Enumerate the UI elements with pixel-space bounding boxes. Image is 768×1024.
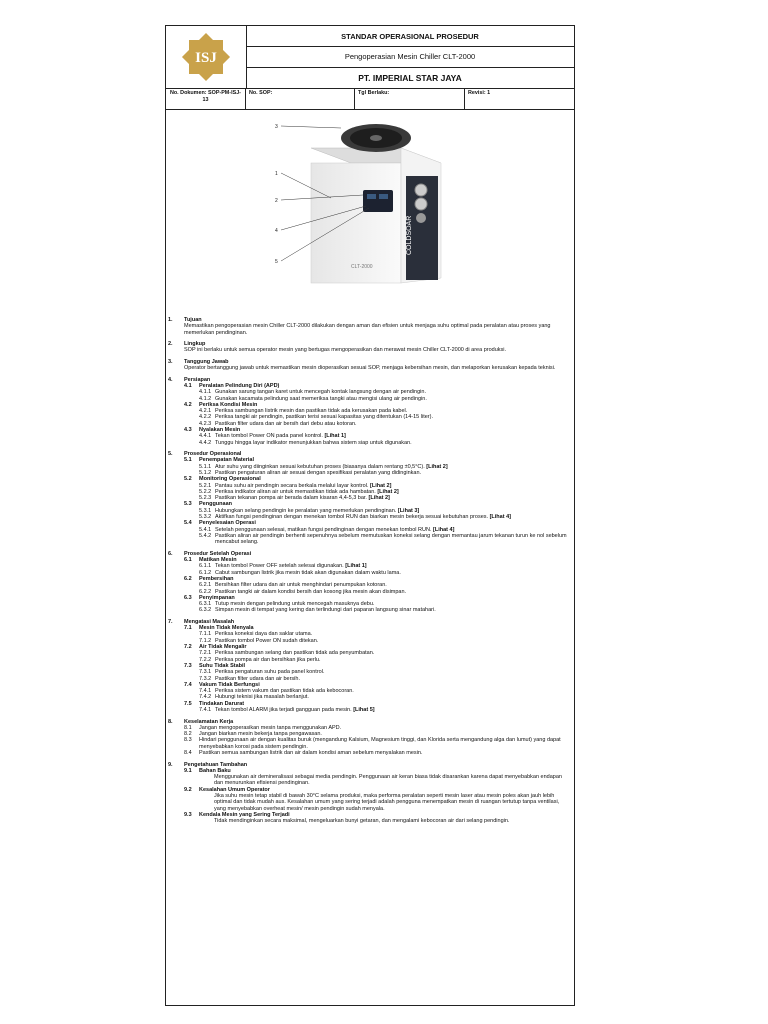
item-text-body: Cabut sambungan listrik jika mesin tidak akan digunakan dalam waktu lama. bbox=[215, 569, 401, 576]
subsection-title: Nyalakan Mesin bbox=[199, 427, 241, 434]
subsection-number: 4.3 bbox=[184, 427, 192, 434]
item-text bbox=[215, 421, 568, 427]
item-number: 4.2.1 bbox=[199, 408, 212, 415]
item-text-body: Tunggu hingga layar indikator menunjukkan bahwa sistem siap untuk digunakan. bbox=[215, 439, 412, 446]
subsection-number: 5.4 bbox=[184, 520, 192, 527]
section bbox=[168, 359, 568, 372]
item-text bbox=[215, 589, 568, 595]
item-number: 6.1.1 bbox=[199, 563, 212, 570]
item-number: 6.3.1 bbox=[199, 601, 212, 608]
subsection-title: Penggunaan bbox=[199, 501, 233, 508]
section bbox=[168, 451, 568, 545]
subsection-body: Menggunakan air demineralisasi sebagai media pendingin. Penggunaan air keran biasa tidak disarankan karena dapat menyebabkan endapan dan menurunkan efisiensi pendinginan. bbox=[214, 774, 562, 787]
company-name: PT. IMPERIAL STAR JAYA bbox=[246, 67, 574, 89]
section bbox=[168, 341, 568, 354]
subsection-number: 5.1 bbox=[184, 457, 192, 464]
subsection-title: Tindakan Darurat bbox=[199, 700, 245, 707]
point-text: Hindari penggunaan air dengan kualitas buruk (mengandung Kalsium, Magnesium tinggi, dan Klorida serta mengandung alga dan lumut) yang dapat menyebabkan korosi pada sistem pendingin. bbox=[199, 737, 561, 750]
item-reference: [Lihat 2] bbox=[377, 488, 399, 495]
section-number: 1. bbox=[168, 317, 173, 323]
item-number: 6.2.1 bbox=[199, 582, 212, 589]
revision: Revisi: 1 bbox=[465, 88, 574, 110]
subsection-number: 5.3 bbox=[184, 501, 192, 508]
model-text: CLT-2000 bbox=[351, 264, 373, 270]
safety-point bbox=[168, 737, 568, 750]
section-title: Prosedur Setelah Operasi bbox=[184, 550, 252, 557]
item-text-body: Pastikan filter udara dan air bersih dari debu atau kotoran. bbox=[215, 420, 357, 427]
section bbox=[168, 551, 568, 614]
sop-content bbox=[168, 317, 568, 830]
item-reference: [Lihat 2] bbox=[370, 482, 392, 489]
chiller-photo bbox=[271, 118, 451, 288]
sop-number: No. SOP: bbox=[246, 88, 355, 110]
doc-number: No. Dokumen: SOP-PM-ISJ-13 bbox=[166, 88, 246, 110]
list-item bbox=[168, 440, 568, 446]
section-title: Mengatasi Masalah bbox=[184, 618, 235, 625]
callout-4: 4 bbox=[275, 228, 278, 234]
section bbox=[168, 719, 568, 757]
point-text: Jangan mengoperasikan mesin tanpa menggunakan APD. bbox=[199, 724, 342, 731]
item-text-body: Hubungkan selang pendingin ke peralatan yang memerlukan pendinginan. bbox=[215, 507, 397, 514]
section-number: 6. bbox=[168, 550, 173, 557]
item-text-body: Pastikan aliran air pendingin berhenti sepenuhnya sebelum memutuskan koneksi selang dengan memantau jarum tekanan turun ke nol sebelum mencabut selang. bbox=[215, 532, 567, 546]
subsection-number: 4.1 bbox=[184, 382, 192, 389]
effective-date: Tgl Berlaku: bbox=[355, 88, 465, 110]
subsection-title: Bahan Baku bbox=[199, 767, 231, 774]
item-text bbox=[215, 440, 568, 446]
item-text-body: Pastikan tangki air dalam kondisi bersih dan kosong jika mesin akan disimpan. bbox=[215, 588, 407, 595]
subsection-number: 7.1 bbox=[184, 625, 192, 632]
item-text bbox=[215, 495, 568, 501]
item-text-body: Pastikan tombol Power ON sudah ditekan. bbox=[215, 637, 319, 644]
item-reference: [Lihat 4] bbox=[433, 526, 455, 533]
item-text bbox=[215, 676, 568, 682]
point-number: 8.1 bbox=[184, 724, 192, 731]
item-reference: [Lihat 3] bbox=[397, 507, 420, 514]
item-number: 7.3.2 bbox=[199, 675, 212, 682]
section-title: Keselamatan Kerja bbox=[184, 718, 234, 725]
logo-text: ISJ bbox=[195, 50, 217, 66]
item-number: 7.4.2 bbox=[199, 694, 212, 701]
point-text: Jangan biarkan mesin bekerja tanpa pengawasan. bbox=[199, 731, 322, 738]
item-text-body: Tutup mesin dengan pelindung untuk mencegah masuknya debu. bbox=[215, 601, 375, 608]
item-text bbox=[215, 638, 568, 644]
item-reference: [Lihat 2] bbox=[426, 463, 448, 470]
subsection-number: 4.2 bbox=[184, 401, 192, 408]
list-item bbox=[168, 707, 568, 713]
item-number: 4.1.2 bbox=[199, 395, 212, 402]
subsection-number: 6.1 bbox=[184, 557, 192, 564]
item-number: 5.3.2 bbox=[199, 514, 212, 521]
item-number: 4.1.1 bbox=[199, 389, 212, 396]
item-number: 4.2.3 bbox=[199, 420, 212, 427]
item-text-body: Periksa indikator aliran air untuk memastikan tidak ada hambatan. bbox=[215, 488, 376, 495]
subsection-title: Suhu Tidak Stabil bbox=[199, 662, 246, 669]
item-text-body: Pastikan filter udara dan air bersih. bbox=[215, 675, 300, 682]
section-title: Prosedur Operasional bbox=[184, 451, 242, 458]
section-title: Lingkup bbox=[184, 341, 206, 348]
item-reference: [Lihat 5] bbox=[353, 707, 375, 714]
company-logo bbox=[166, 26, 246, 88]
item-text-body: Pastikan pengaturan aliran air sesuai dengan spesifikasi peralatan yang didinginkan. bbox=[215, 469, 422, 476]
logo-cell bbox=[166, 26, 247, 89]
item-number: 4.4.2 bbox=[199, 439, 212, 446]
item-number: 5.2.1 bbox=[199, 482, 212, 489]
subsection-title: Peralatan Pelindung Diri (APD) bbox=[199, 382, 280, 389]
callout-5: 5 bbox=[275, 259, 278, 265]
document-header bbox=[166, 26, 574, 110]
item-number: 7.2.2 bbox=[199, 656, 212, 663]
item-number: 5.4.1 bbox=[199, 526, 212, 533]
item-text-body: Tekan tombol Power OFF setelah selesai digunakan. bbox=[215, 563, 344, 570]
callout-1: 1 bbox=[275, 171, 278, 177]
item-reference: [Lihat 1] bbox=[324, 433, 346, 440]
subsection-number: 7.3 bbox=[184, 662, 192, 669]
subsection-number: 7.2 bbox=[184, 644, 192, 651]
point-number: 8.3 bbox=[184, 737, 192, 744]
point-text: Pastikan semua sambungan listrik dan air dalam kondisi aman sebelum menyalakan mesin. bbox=[199, 750, 423, 757]
section bbox=[168, 317, 568, 336]
subsection-title: Monitoring Operasional bbox=[199, 476, 261, 483]
item-number: 7.1.1 bbox=[199, 631, 212, 638]
document-title: STANDAR OPERASIONAL PROSEDUR bbox=[246, 26, 574, 47]
section-title: Tanggung Jawab bbox=[184, 358, 229, 365]
item-text-body: Periksa koneksi daya dan saklar utama. bbox=[215, 631, 313, 638]
section bbox=[168, 762, 568, 825]
callout-3: 3 bbox=[275, 124, 278, 130]
callout-2: 2 bbox=[275, 198, 278, 204]
item-number: 5.3.1 bbox=[199, 507, 212, 514]
section bbox=[168, 377, 568, 446]
section bbox=[168, 619, 568, 713]
section-number: 5. bbox=[168, 451, 173, 458]
brand-text: COLDSOAR bbox=[406, 215, 413, 255]
item-text-body: Hubungi teknisi jika masalah berlanjut. bbox=[215, 694, 309, 701]
item-number: 6.2.2 bbox=[199, 588, 212, 595]
subsection-title: Pembersihan bbox=[199, 575, 234, 582]
subsection-number: 9.1 bbox=[184, 767, 192, 774]
section-number: 9. bbox=[168, 761, 173, 768]
point-number: 8.4 bbox=[184, 750, 192, 757]
item-text-body: Gunakan kacamata pelindung saat memeriksa tangki atau mengisi ulang air pendingin. bbox=[215, 395, 427, 402]
item-text bbox=[215, 694, 568, 700]
item-number: 7.1.2 bbox=[199, 637, 212, 644]
section-number: 3. bbox=[168, 358, 173, 365]
subsection-title: Kesalahan Umum Operator bbox=[199, 786, 270, 793]
subsection-number: 7.4 bbox=[184, 681, 192, 688]
subsection-title: Vakum Tidak Berfungsi bbox=[199, 681, 260, 688]
safety-point bbox=[168, 750, 568, 756]
section-number: 8. bbox=[168, 718, 173, 725]
item-number: 5.2.3 bbox=[199, 495, 212, 502]
sop-document bbox=[165, 25, 575, 1006]
section-title: Pengetahuan Tambahan bbox=[184, 761, 248, 768]
item-text bbox=[215, 396, 568, 402]
subsection-title: Air Tidak Mengalir bbox=[199, 644, 247, 651]
item-text-body: Periksa tangki air pendingin, pastikan terisi sesuai kapasitas yang ditentukan (14-15 liter). bbox=[215, 414, 433, 421]
item-text-body: Bersihkan filter udara dan air untuk menghindari penumpukan kotoran. bbox=[215, 582, 387, 589]
item-text-body: Simpan mesin di tempat yang kering dan terlindungi dari paparan langsung sinar matahari. bbox=[215, 607, 436, 614]
item-text-body: Periksa sistem vakum dan pastikan tidak ada kebocoran. bbox=[215, 688, 354, 695]
item-text-body: Pantau suhu air pendingin secara berkala melalui layar kontrol. bbox=[215, 482, 369, 489]
item-text-body: Tekan tombol Power ON pada panel kontrol. bbox=[215, 433, 323, 440]
item-number: 6.1.2 bbox=[199, 569, 212, 576]
item-text-body: Setelah penggunaan selesai, matikan fungsi pendinginan dengan menekan tombol RUN. bbox=[215, 526, 432, 533]
section-number: 4. bbox=[168, 376, 173, 383]
item-text-body: Aktifkan fungsi pendinginan dengan menekan tombol RUN dan biarkan mesin bekerja sesuai kebutuhan proses. bbox=[215, 514, 489, 521]
subsection-title: Penyimpanan bbox=[199, 594, 235, 601]
item-reference: [Lihat 1] bbox=[345, 563, 367, 570]
item-number: 4.2.2 bbox=[199, 414, 212, 421]
item-number: 7.4.1 bbox=[199, 707, 212, 714]
section-number: 2. bbox=[168, 341, 173, 348]
subsection-title: Mesin Tidak Menyala bbox=[199, 625, 254, 632]
subsection-title: Matikan Mesin bbox=[199, 557, 237, 564]
item-number: 5.1.2 bbox=[199, 469, 212, 476]
item-number: 7.3.1 bbox=[199, 669, 212, 676]
section-number: 7. bbox=[168, 618, 173, 625]
document-subtitle: Pengoperasian Mesin Chiller CLT-2000 bbox=[246, 46, 574, 68]
item-number: 4.4.1 bbox=[199, 433, 212, 440]
subsection-number: 7.5 bbox=[184, 700, 192, 707]
subsection-number: 9.2 bbox=[184, 786, 192, 793]
section-title: Tujuan bbox=[184, 317, 202, 323]
item-text bbox=[215, 514, 568, 520]
item-text bbox=[215, 657, 568, 663]
section-body: Operator bertanggung jawab untuk memastikan mesin dioperasikan sesuai SOP, menjaga kebersihan mesin, dan melaporkan kerusakan kepada teknisi. bbox=[184, 365, 556, 372]
subsection-body: Jika suhu mesin tetap stabil di bawah 30°C selama produksi, maka performa peralatan seperti mesin laser atau mesin poles akan jauh lebih optimal dan tidak mudah aus. Kesalahan umum yang sering terjadi adalah pengguna menempatkan mesin di ruangan tertutup tanpa ventilasi, yang menyebabkan overheat mesin/ mesin pendingin sudah menyala. bbox=[214, 792, 560, 812]
subsection-number: 6.3 bbox=[184, 594, 192, 601]
item-text bbox=[215, 533, 568, 546]
item-text-body: Pastikan tekanan pompa air berada dalam kisaran 4,4-5,3 bar. bbox=[215, 495, 367, 502]
item-text-body: Gunakan sarung tangan karet untuk mencegah kontak langsung dengan air pendingin. bbox=[215, 389, 426, 396]
subsection-title: Periksa Kondisi Mesin bbox=[199, 401, 258, 408]
item-number: 6.3.2 bbox=[199, 607, 212, 614]
subsection-title: Penyelesaian Operasi bbox=[199, 520, 256, 527]
subsection-title: Penempatan Material bbox=[199, 457, 255, 464]
item-text-body: Atur suhu yang diinginkan sesuai kebutuhan proses (biasanya dalam rentang ±0,5°C). bbox=[215, 463, 425, 470]
item-number: 5.2.2 bbox=[199, 488, 212, 495]
item-text bbox=[215, 570, 568, 576]
item-number: 5.4.2 bbox=[199, 532, 212, 539]
item-text bbox=[215, 607, 568, 613]
item-reference: [Lihat 2] bbox=[368, 495, 390, 502]
section-body: SOP ini berlaku untuk semua operator mesin yang bertugas mengoperasikan dan merawat mesin Chiller CLT-2000 di area produksi. bbox=[184, 347, 507, 354]
item-number: 7.2.1 bbox=[199, 650, 212, 657]
item-text-body: Periksa sambungan listrik mesin dan pastikan tidak ada kerusakan pada kabel. bbox=[215, 408, 408, 415]
item-text-body: Tekan tombol ALARM jika terjadi gangguan pada mesin. bbox=[215, 707, 352, 714]
subsection-title: Kendala Mesin yang Sering Terjadi bbox=[199, 811, 290, 818]
item-reference: [Lihat 4] bbox=[489, 514, 511, 521]
item-number: 5.1.1 bbox=[199, 463, 212, 470]
subsection-body: Tidak mendinginkan secara maksimal, mengeluarkan bunyi getaran, dan mengalami kebocoran air dari selang pendingin. bbox=[214, 818, 510, 825]
list-item bbox=[168, 533, 568, 546]
section-title: Persiapan bbox=[184, 376, 211, 383]
subsection-number: 6.2 bbox=[184, 575, 192, 582]
item-text-body: Periksa pompa air dan bersihkan jika perlu. bbox=[215, 656, 321, 663]
item-text bbox=[215, 470, 568, 476]
subsection-number: 9.3 bbox=[184, 811, 192, 818]
point-number: 8.2 bbox=[184, 731, 192, 738]
item-number: 7.4.1 bbox=[199, 688, 212, 695]
section-body: Memastikan pengoperasian mesin Chiller CLT-2000 dilakukan dengan aman dan efisien untuk menjaga suhu optimal pada peralatan atau proses yang memerlukan pendinginan. bbox=[184, 323, 551, 336]
item-text-body: Periksa pengaturan suhu pada panel kontrol. bbox=[215, 669, 325, 676]
list-item bbox=[168, 607, 568, 613]
item-text-body: Periksa sambungan selang dan pastikan tidak ada penyumbatan. bbox=[215, 650, 375, 657]
subsection-number: 5.2 bbox=[184, 476, 192, 483]
item-text bbox=[215, 707, 568, 713]
